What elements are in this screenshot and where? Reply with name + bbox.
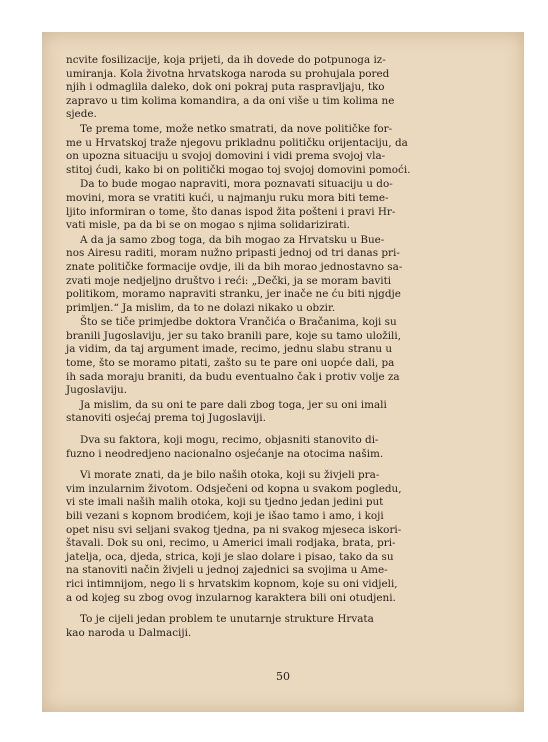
paragraph: [66, 434, 504, 461]
text-line: ih sada moraju braniti, da budu eventualno čak i protiv volje za: [66, 370, 400, 383]
text-line: ncvite fosilizacije, koja prijeti, da ih dovede do potpunoga iz-: [66, 54, 386, 66]
text-line: nos Airesu raditi, moram nužno pripasti jednoj od tri danas pri-: [66, 247, 400, 260]
text-line: umiranja. Kola životna hrvatskoga naroda su prohujala pored: [66, 67, 390, 80]
paragraph: [66, 613, 504, 640]
text-line: Jugoslaviju.: [66, 384, 128, 397]
paragraph: [66, 178, 504, 232]
text-line: To je cijeli jedan problem te unutarnje strukture Hrvata: [80, 613, 374, 626]
text-line: politikom, moramo napraviti stranku, jer inače ne ću biti njgdje: [66, 288, 401, 301]
text-line: Da to bude mogao napraviti, mora poznavati situaciju u do-: [80, 178, 393, 191]
page-text: [66, 54, 504, 641]
text-line: stanoviti osjećaj prema toj Jugoslaviji.: [66, 412, 266, 425]
book-page: [42, 32, 524, 712]
text-line: Ja mislim, da su oni te pare dali zbog toga, jer su oni imali: [80, 398, 387, 411]
text-line: ja vidim, da taj argument imade, recimo, jednu slabu stranu u: [66, 343, 393, 356]
text-line: Što se tiče primjedbe doktora Vrančića o Bračanima, koji su: [80, 316, 397, 329]
text-line: Dva su faktora, koji mogu, recimo, objasniti stanovito di-: [80, 434, 379, 447]
text-line: sjede.: [66, 108, 97, 121]
paragraph: [66, 123, 504, 177]
paragraph: [66, 234, 504, 316]
text-line: tome, što se moramo pitati, zašto su te pare oni uopće dali, pa: [66, 357, 395, 370]
text-line: vim inzularnim životom. Odsječeni od kopna u svakom pogledu,: [66, 482, 402, 495]
text-line: znate političke formacije ovdje, ili da bih morao jednostavno sa-: [66, 260, 403, 273]
text-line: fuzno i neodredjeno nacionalno osjećanje na otocima našim.: [66, 447, 384, 460]
text-line: jatelja, oca, djeda, strica, koji je slao dolare i pisao, tako da su: [66, 550, 394, 563]
text-line: on upozna situaciju u svojoj domovini i vidi prema svojoj vla-: [66, 150, 386, 163]
text-line: branili Jugoslaviju, jer su tako branili pare, koje su tamo uložili,: [66, 329, 401, 342]
text-line: kao naroda u Dalmaciji.: [66, 626, 192, 639]
text-line: rici intimnijom, nego li s hrvatskim kopnom, koje su oni vidjeli,: [66, 577, 398, 590]
text-line: stitoj ćudi, kako bi on politički mogao toj svojoj domovini pomoći.: [66, 163, 411, 176]
text-line: zapravo u tim kolima komandira, a da oni više u tim kolima ne: [66, 94, 395, 107]
text-line: zvati moje nedjeljno društvo i reći: „Dečki, ja se moram baviti: [66, 274, 392, 287]
text-line: štavali. Dok su oni, recimo, u Americi imali rodjaka, brata, pri-: [66, 537, 396, 550]
text-line: movini, mora se vratiti kući, u najmanju ruku mora biti teme-: [66, 191, 389, 204]
page-number: 50: [276, 670, 290, 683]
text-line: a od kojeg su zbog ovog inzularnog karaktera bili oni otudjeni.: [66, 591, 396, 604]
text-line: ljito informiran o tome, što danas ispod žita pošteni i pravi Hr-: [66, 205, 396, 218]
paragraph: [66, 399, 504, 426]
text-line: primljen.“ Ja mislim, da to ne dolazi nikako u obzir.: [66, 301, 336, 314]
text-line: me u Hrvatskoj traže njegovu prikladnu političku orijentaciju, da: [66, 136, 408, 149]
paragraph: [66, 469, 504, 605]
text-line: vi ste imali naših malih otoka, koji su tjedno jedan jedini put: [66, 496, 384, 509]
text-line: A da ja samo zbog toga, da bih mogao za Hrvatsku u Bue-: [80, 233, 385, 246]
text-line: na stanoviti način živjeli u jednoj zajednici sa svojima u Ame-: [66, 564, 388, 577]
text-line: bili vezani s kopnom brodićem, koji je išao tamo i amo, i koji: [66, 510, 384, 522]
text-line: vati misle, pa da bi se on mogao s njima solidarizirati.: [66, 219, 350, 232]
text-line: Vi morate znati, da je bilo naših otoka, koji su živjeli pra-: [80, 469, 380, 482]
text-line: Te prema tome, može netko smatrati, da nove političke for-: [80, 122, 393, 135]
text-line: njih i odmaglila daleko, dok oni pokraj puta raspravljaju, tko: [66, 81, 385, 94]
paragraph: [66, 54, 504, 122]
paragraph: [66, 316, 504, 398]
text-line: opet nisu svi seljani svakog tjedna, pa ni svakog mjeseca iskori-: [66, 523, 402, 536]
